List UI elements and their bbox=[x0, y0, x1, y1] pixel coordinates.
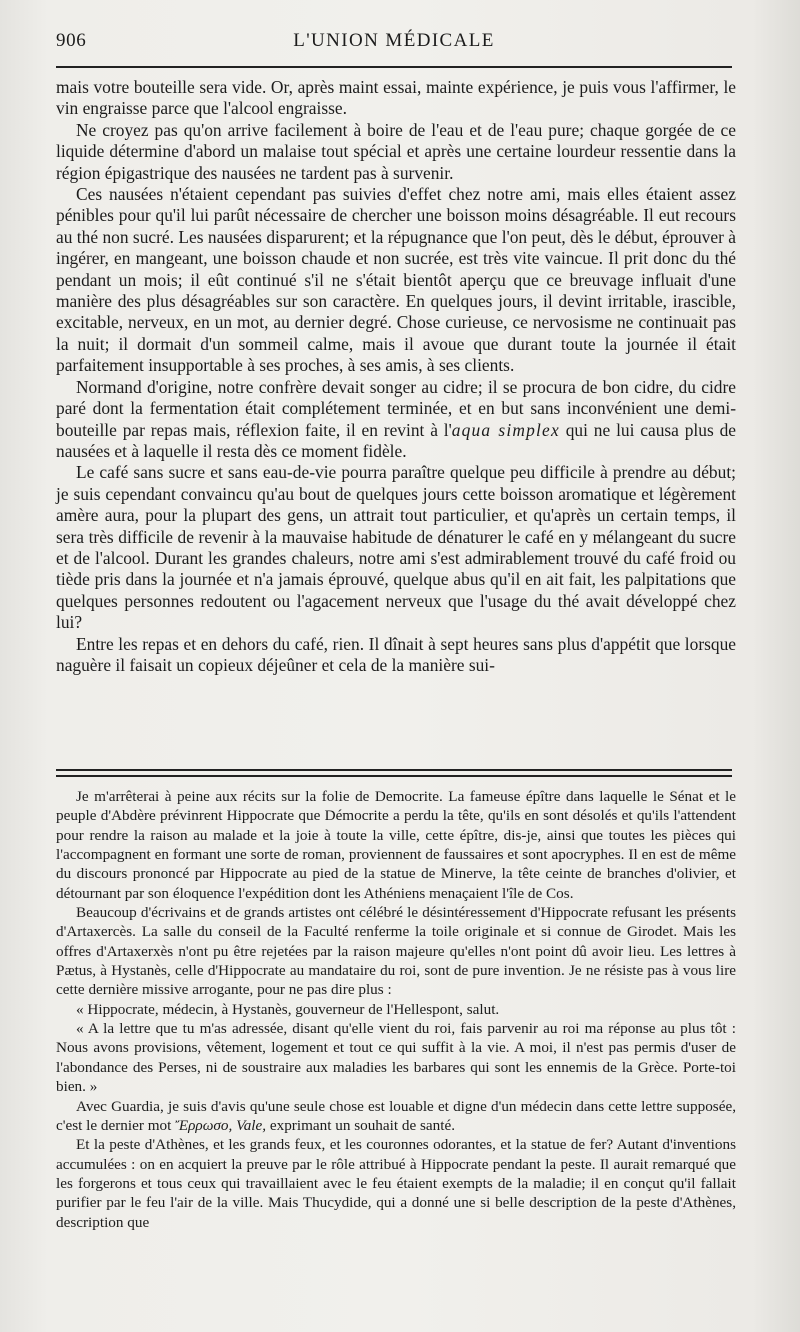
paragraph: Ces nausées n'étaient cependant pas suivies d'effet chez notre ami, mais elles étaient assez pénibles pour qu'il lui parût nécessaire de chercher une boisson moins désagréable. Il eut recours au thé non sucré. Les nausées disparurent; et la répugnance que l'on peut, dès le début, éprouver à ingérer, en mangeant, une boisson chaude et non sucrée, est très vite vaincue. Il prit donc du thé pendant un mois; il eût continué s'il ne s'était bientôt aperçu que ce breuvage influait d'une manière des plus désagréables sur son caractère. En quelques jours, il devint irritable, irascible, excitable, nerveux, en un mot, au dernier degré. Chose curieuse, ce nervosisme ne continuait pas la nuit; il dormait d'un sommeil calme, mais il avoue que durant toute la journée il était parfaitement insupportable à ses proches, à ses amis, à ses clients. bbox=[56, 184, 736, 376]
main-text bbox=[56, 77, 736, 676]
paragraph: Le café sans sucre et sans eau-de-vie pourra paraître quelque peu difficile à prendre au début; je suis cependant convaincu qu'au bout de quelques jours cette boisson aromatique et légèrement amère aura, pour la plupart des gens, un attrait tout particulier, et qu'après un certain temps, il sera très difficile de revenir à la mauvaise habitude de dénaturer le café en y mélangeant du sucre et de l'alcool. Durant les grandes chaleurs, notre ami s'est admirablement trouvé du café froid ou tiède pris dans la journée et n'a jamais éprouvé, quelque abus qu'il en ait fait, les palpitations que quelques personnes redoutent ou l'agacement nerveux que l'usage du thé avait développé chez lui? bbox=[56, 462, 736, 633]
paragraph bbox=[56, 377, 736, 463]
note-paragraph: Et la peste d'Athènes, et les grands feux, et les couronnes odorantes, et la statue de fer? Autant d'inventions accumulées : on en acquiert la preuve par le rôle attribué à Hippocrate pendant la peste. Il aurait remarqué que les forgerons et tous ceux qui travaillaient avec le feu étaient exempts de la maladie; il en conçut qu'il fallait purifier par le feu l'air de la ville. Mais Thucydide, qui a donné une si belle description de la peste d'Athènes, description que bbox=[56, 1136, 736, 1231]
paragraph: mais votre bouteille sera vide. Or, après maint essai, mainte expérience, je puis vous l'affirmer, le vin engraisse parce que l'alcool engraisse. bbox=[56, 77, 736, 119]
paragraph: Entre les repas et en dehors du café, rien. Il dînait à sept heures sans plus d'appétit que lorsque naguère il faisait un copieux déjeûner et cela de la manière sui- bbox=[56, 633, 736, 675]
note-paragraph: Je m'arrêterai à peine aux récits sur la folie de Democrite. La fameuse épître dans laquelle le Sénat et le peuple d'Abdère prévinrent Hippocrate que Démocrite a perdu la tête, qu'ils en sont désolés et qu'ils l'attendent pour rendre la raison au malade et la joie à toute la ville, cette épître, dis-je, ainsi que toutes les pièces qui l'accompagnent en formant une sorte de roman, proviennent de faussaires et sont apocryphes. Il en est de même du discours prononcé par Hippocrate au pied de la statue de Minerve, la tête ceinte de branches d'olivier, et détournant par son éloquence l'expédition dont les Athéniens menaçaient l'île de Cos. bbox=[56, 788, 736, 902]
running-title: L'UNION MÉDICALE bbox=[293, 30, 495, 51]
page-number: 906 bbox=[56, 30, 87, 51]
footnote-text bbox=[56, 787, 736, 1232]
footnote-separator bbox=[56, 769, 732, 771]
paragraph: Ne croyez pas qu'on arrive facilement à boire de l'eau et de l'eau pure; chaque gorgée de ce liquide détermine d'abord un malaise tout spécial et après une certaine lourdeur ressentie dans la région épigastrique des nausées ne tardent pas à survenir. bbox=[56, 119, 736, 183]
page-header bbox=[56, 30, 732, 56]
greek-phrase: Ἔρρωσο, Vale, bbox=[175, 1116, 267, 1134]
note-paragraph: « A la lettre que tu m'as adressée, disant qu'elle vient du roi, fais parvenir au roi ma réponse au plus tôt : Nous avons provisions, vêtement, logement et tout ce qui suffit à la vie. A moi, il n'est pas permis d'user de l'abondance des Perses, ni de soustraire aux maladies les barbares qui sont les ennemis de la Grèce. Porte-toi bien. » bbox=[56, 1020, 736, 1096]
note-paragraph: « Hippocrate, médecin, à Hystanès, gouverneur de l'Hellespont, salut. bbox=[76, 1000, 500, 1018]
text-run: exprimant un souhait de santé. bbox=[266, 1116, 456, 1134]
header-rule bbox=[56, 66, 732, 68]
text-run: Normand d'origine, notre confrère devait songer au cidre; il se procura de bon cidre, du cidre paré dont la fermentation était complétement terminée, et en but sans inconvénient une demi-bouteille par repas mais, réflexion faite, il en revint à l' bbox=[56, 376, 736, 440]
note-paragraph: Beaucoup d'écrivains et de grands artistes ont célébré le désintéressement d'Hippocrate refusant les présents d'Artaxercès. La salle du conseil de la Faculté renferme la toile originale et si connue de Girodet. Mais les offres d'Artaxerxès n'ont pu être rejetées par la raison majeure qu'elles n'ont point dû avoir lieu. Les lettres à Pætus, à Hystanès, celle d'Hippocrate au mandataire du roi, sont de pure invention. Je ne résiste pas à vous lire cette dernière missive arrogante, pour ne pas dire plus : bbox=[56, 904, 736, 999]
text-run: Avec Guardia, je suis d'avis qu'une seule chose est louable et digne d'un médecin dans cette lettre supposée, c'est le dernier mot bbox=[56, 1097, 736, 1134]
text-run: qui ne lui causa plus de nausées et à laquelle il resta dès ce moment fidèle. bbox=[56, 419, 736, 461]
italic-phrase: aqua simplex bbox=[451, 419, 560, 440]
note-paragraph bbox=[56, 1097, 736, 1136]
footnote-separator bbox=[56, 775, 732, 777]
